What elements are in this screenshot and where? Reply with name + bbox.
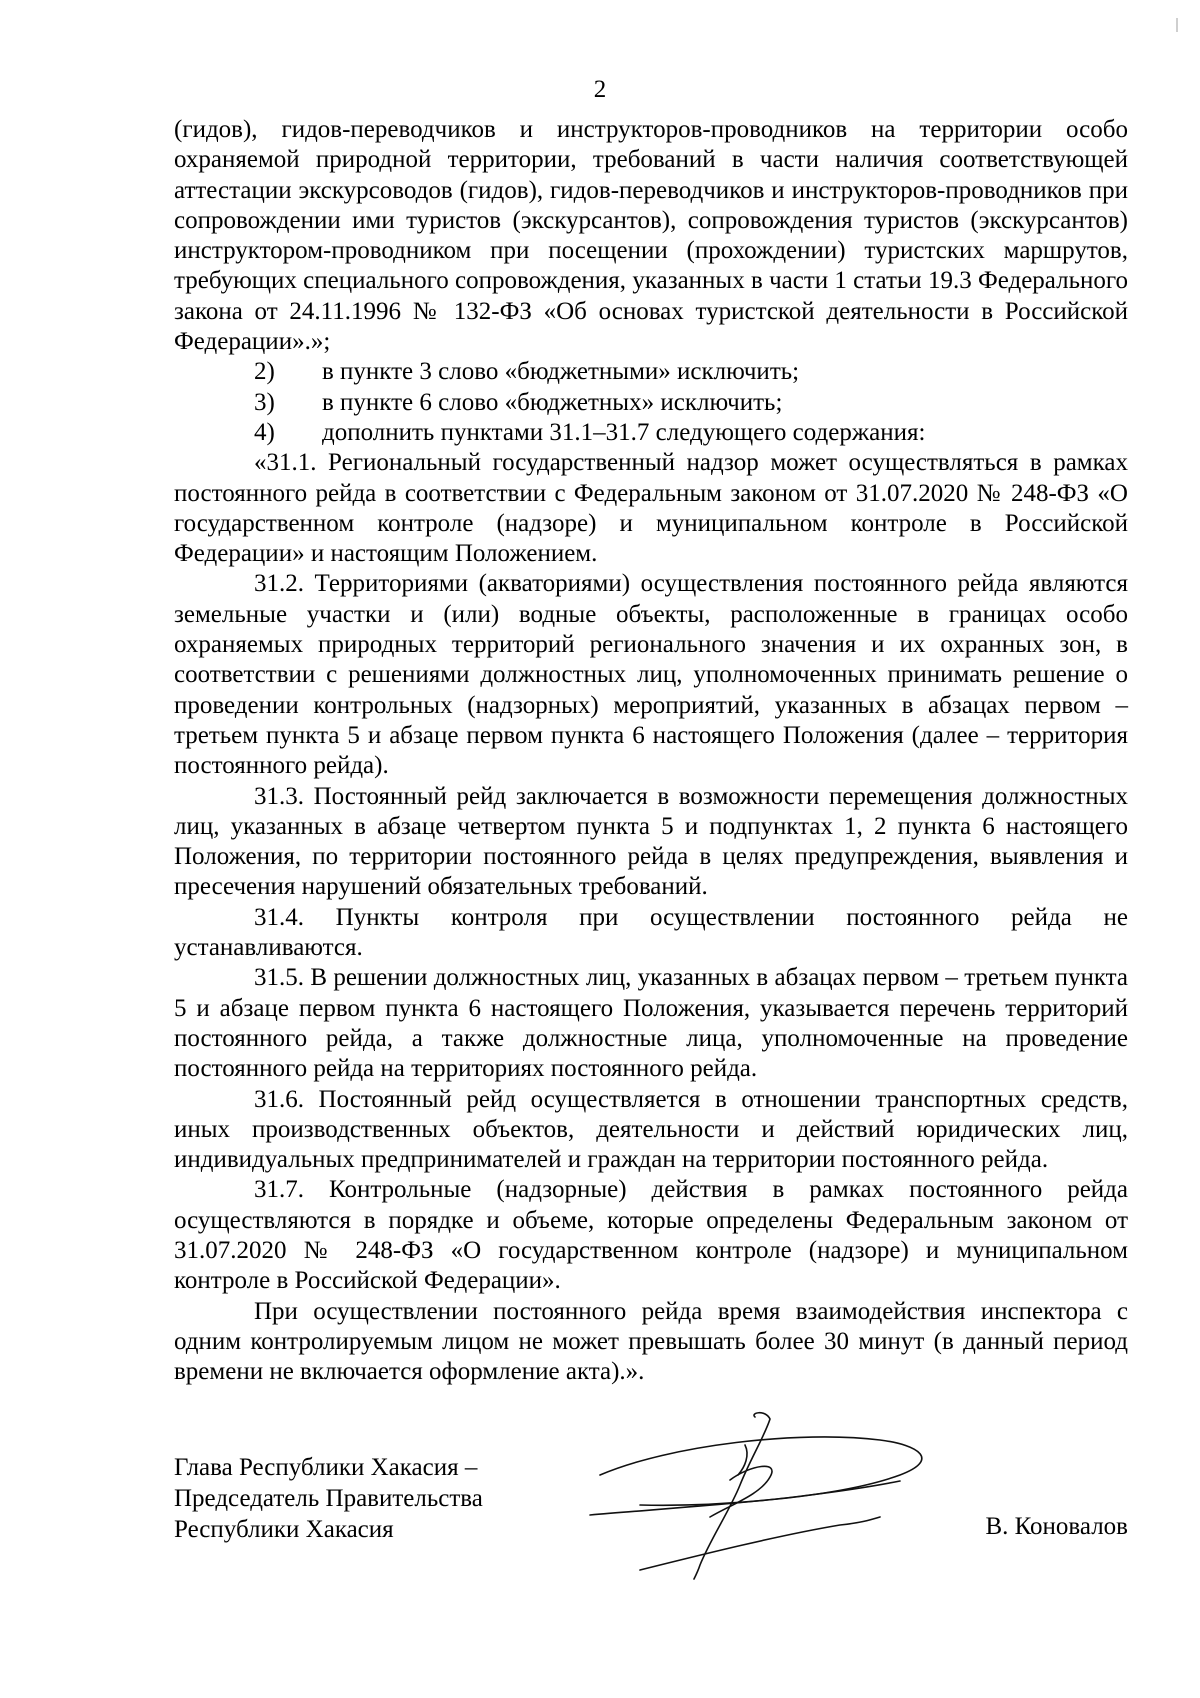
- paragraph-31-4: 31.4. Пункты контроля при осуществлении постоянного рейда не устанавливаются.: [174, 903, 1128, 962]
- list-item-text: в пункте 3 слово «бюджетными» исключить;: [322, 358, 800, 386]
- paragraph-31-7: 31.7. Контрольные (надзорные) действия в рамках постоянного рейда осуществляются в порядке и объеме, которые определены Федеральным законом от 31.07.2020 № 248-ФЗ «О государственном контроле (надзоре) и муниципальном контроле в Российской Федерации».: [174, 1176, 1128, 1295]
- handwritten-signature-icon: [580, 1405, 980, 1585]
- signatory-title: [174, 1452, 554, 1545]
- paragraph-31-1: «31.1. Региональный государственный надзор может осуществляться в рамках постоянного рейда в соответствии с Федеральным законом от 31.07.2020 № 248-ФЗ «О государственном контроле (надзоре) и муниципальном контроле в Российской Федерации» и настоящим Положением.: [174, 449, 1128, 568]
- document-body: [174, 115, 1128, 1387]
- list-item-2: [174, 357, 1128, 387]
- list-item-4: [174, 418, 1128, 448]
- paragraph-31-5: 31.5. В решении должностных лиц, указанных в абзацах первом – третьем пункта 5 и абзаце первом пункта 6 настоящего Положения, указывается перечень территорий постоянного рейда, а также должностные лица, уполномоченные на проведение постоянного рейда на территориях постоянного рейда.: [174, 964, 1128, 1083]
- signatory-title-line: Глава Республики Хакасия –: [174, 1454, 478, 1481]
- paragraph-31-2: 31.2. Территориями (акваториями) осуществления постоянного рейда являются земельные участки и (или) водные объекты, расположенные в границах особо охраняемых природных территорий регионального значения и их охранных зон, в соответствии с решениями должностных лиц, уполномоченных принимать решение о проведении контрольных (надзорных) мероприятий, указанных в абзацах первом – третьем пункта 5 и абзаце первом пункта 6 настоящего Положения (далее – территория постоянного рейда).: [174, 570, 1128, 780]
- list-item-number: 2): [254, 358, 275, 386]
- paragraph-continuation: (гидов), гидов-переводчиков и инструкторов-проводников на территории особо охраняемой природной территории, требований в части наличия соответствующей аттестации экскурсоводов (гидов), гидов-переводчиков и инструкторов-проводников при сопровождении ими туристов (экскурсантов), сопровождения туристов (экскурсантов) инструктором-проводником при посещении (прохождении) туристских маршрутов, требующих специального сопровождения, указанных в части 1 статьи 19.3 Федерального закона от 24.11.1996 № 132-ФЗ «Об основах туристской деятельности в Российской Федерации».»;: [174, 116, 1128, 356]
- list-item-number: 3): [254, 388, 275, 416]
- list-item-text: в пункте 6 слово «бюджетных» исключить;: [322, 388, 783, 416]
- page-number: 2: [593, 76, 607, 103]
- paragraph-31-3: 31.3. Постоянный рейд заключается в возможности перемещения должностных лиц, указанных в абзаце четвертом пункта 5 и подпунктах 1, 2 пункта 6 настоящего Положения, по территории постоянного рейда в целях предупреждения, выявления и пресечения нарушений обязательных требований.: [174, 782, 1128, 901]
- list-item-text: дополнить пунктами 31.1–31.7 следующего содержания:: [322, 418, 926, 446]
- scan-edge-mark: [1176, 18, 1178, 32]
- list-item-3: [174, 388, 1128, 418]
- paragraph-final: При осуществлении постоянного рейда время взаимодействия инспектора с одним контролируемым лицом не может превышать более 30 минут (в данный период времени не включается оформление акта).».: [174, 1297, 1128, 1386]
- paragraph-31-6: 31.6. Постоянный рейд осуществляется в отношении транспортных средств, иных производственных объектов, деятельности и действий юридических лиц, индивидуальных предпринимателей и граждан на территории постоянного рейда.: [174, 1085, 1128, 1174]
- signatory-title-line: Республики Хакасия: [174, 1516, 394, 1543]
- signatory-title-line: Председатель Правительства: [174, 1485, 483, 1512]
- list-item-number: 4): [254, 418, 275, 446]
- signatory-name: В. Коновалов: [985, 1513, 1128, 1540]
